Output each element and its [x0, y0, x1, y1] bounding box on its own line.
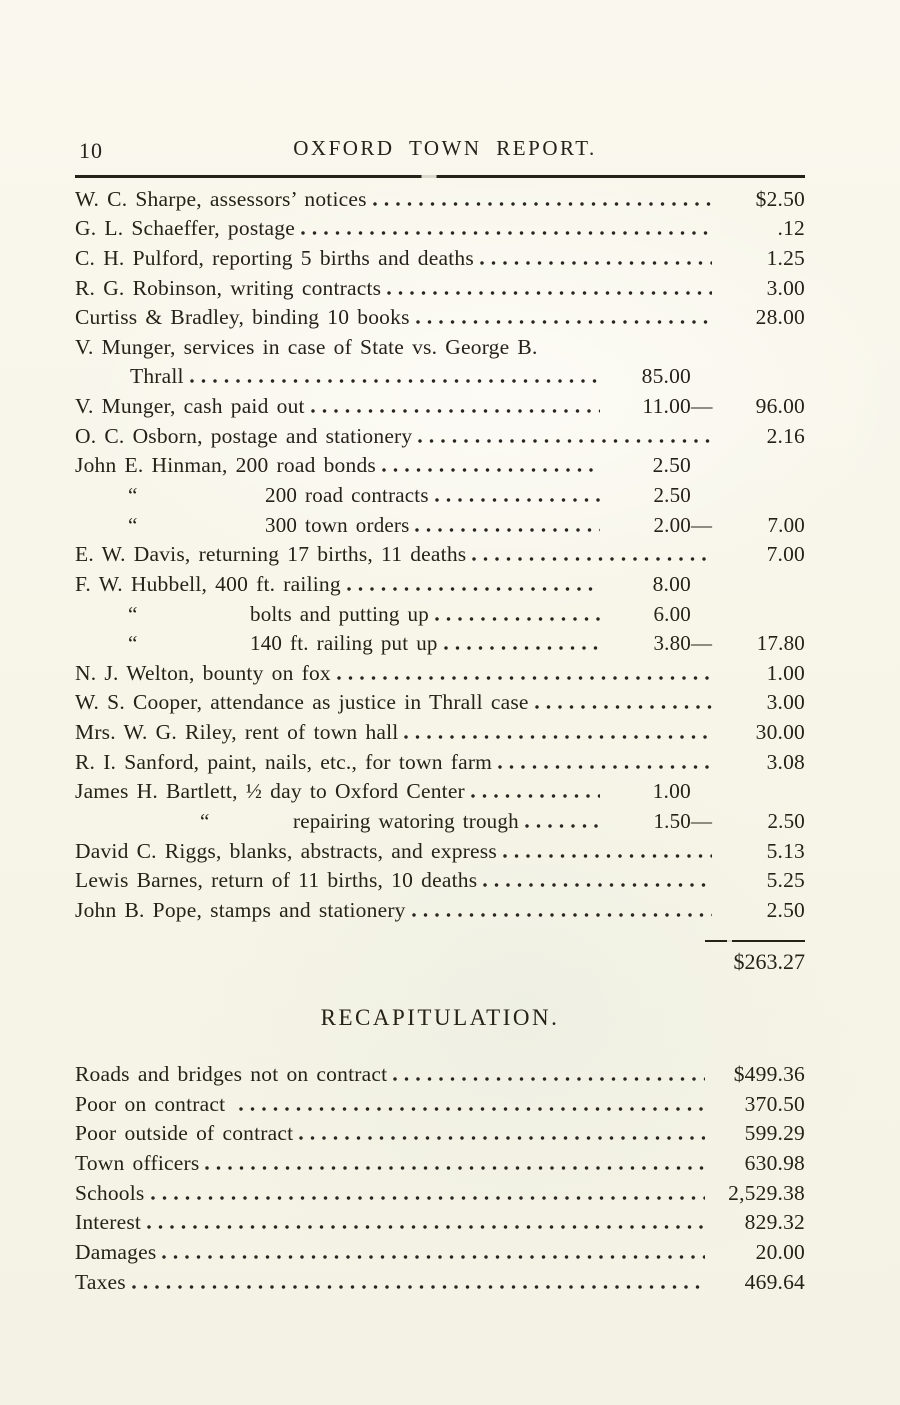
ditto-mark: “	[128, 631, 138, 656]
ledger-row	[75, 452, 805, 482]
ledger-total-amount: $263.27	[733, 949, 805, 975]
ledger-row	[75, 215, 805, 245]
row-label: 300 town orders	[265, 512, 410, 537]
dot-leader	[416, 320, 712, 324]
amount-outer: 30.00	[755, 720, 805, 745]
amount-inner: 2.50	[652, 453, 691, 478]
ditto-mark: “	[128, 483, 138, 507]
recap-row	[75, 1150, 805, 1180]
amount-outer: 28.00	[755, 305, 805, 330]
page-title: OXFORD TOWN REPORT.	[293, 136, 597, 160]
recap-amount: 370.50	[744, 1091, 805, 1116]
recap-amount: $499.36	[733, 1062, 805, 1087]
ledger-row	[75, 541, 805, 571]
amount-inner: 85.00	[641, 364, 691, 389]
amount-outer: 2.50	[766, 897, 805, 922]
dash-joiner: —	[691, 512, 712, 537]
header-rule	[75, 175, 805, 178]
dot-leader	[347, 587, 600, 591]
dot-leader	[404, 735, 712, 739]
dot-leader	[435, 498, 600, 502]
dot-leader	[471, 794, 600, 798]
row-label: R. I. Sanford, paint, nails, etc., for town farm	[75, 749, 493, 774]
ledger-row	[75, 867, 805, 897]
ledger-row	[75, 393, 805, 423]
row-label: Taxes	[75, 1269, 126, 1294]
row-label: E. W. Davis, returning 17 births, 11 deaths	[75, 542, 467, 567]
dot-leader	[393, 1077, 705, 1081]
dot-leader	[205, 1166, 705, 1170]
row-label: David C. Riggs, blanks, abstracts, and express	[75, 838, 497, 863]
dot-leader	[503, 854, 712, 858]
amount-outer: 96.00	[755, 394, 805, 419]
row-label: 200 road contracts	[265, 483, 429, 507]
recapitulation-heading: RECAPITULATION.	[320, 1005, 560, 1031]
dot-leader	[373, 202, 712, 206]
dot-leader	[190, 379, 600, 383]
dot-leader	[483, 883, 712, 887]
amount-outer: .12	[777, 216, 805, 241]
amount-inner: 11.00	[642, 394, 691, 419]
dot-leader	[418, 439, 712, 443]
row-label: W. S. Cooper, attendance as justice in Thrall case	[75, 690, 529, 715]
row-label: Schools	[75, 1180, 145, 1205]
dot-leader	[337, 676, 712, 680]
dot-leader	[147, 1225, 705, 1229]
ledger-total-rule	[705, 940, 805, 943]
amount-outer: 17.80	[756, 631, 805, 656]
row-label: V. Munger, services in case of State vs. George B.	[75, 334, 538, 359]
ledger-row	[75, 186, 805, 216]
recap-row	[75, 1239, 805, 1269]
row-label: Lewis Barnes, return of 11 births, 10 deaths	[75, 868, 478, 893]
page-number: 10	[79, 138, 103, 163]
amount-inner: 2.00	[653, 512, 691, 537]
dash-joiner: —	[691, 394, 713, 419]
recap-row	[75, 1091, 805, 1121]
ledger-row	[75, 630, 805, 660]
recap-amount: 829.32	[744, 1210, 805, 1235]
amount-inner: 1.00	[652, 779, 691, 804]
amount-inner: 1.50	[653, 809, 691, 834]
recap-row	[75, 1269, 805, 1299]
recap-amount: 2,529.38	[728, 1180, 805, 1205]
row-label: John E. Hinman, 200 road bonds	[75, 453, 376, 478]
row-label: Poor outside of contract	[75, 1121, 294, 1146]
row-label: Interest	[75, 1210, 142, 1235]
amount-outer: 5.25	[766, 868, 805, 893]
dot-leader	[444, 646, 600, 650]
row-label: James H. Bartlett, ½ day to Oxford Center	[75, 779, 465, 804]
amount-outer: 3.00	[766, 690, 805, 715]
row-label: Damages	[75, 1239, 157, 1264]
expense-ledger	[75, 186, 805, 927]
ledger-row	[75, 601, 805, 631]
ledger-row	[75, 571, 805, 601]
ditto-mark: “	[128, 601, 138, 626]
amount-outer: 2.16	[766, 423, 805, 448]
dash-joiner: —	[691, 809, 712, 834]
amount-outer: $2.50	[755, 186, 805, 211]
dot-leader	[498, 765, 712, 769]
recap-row	[75, 1209, 805, 1239]
row-label: R. G. Robinson, writing contracts	[75, 275, 382, 300]
row-label: C. H. Pulford, reporting 5 births and deaths	[75, 245, 474, 270]
ledger-row	[75, 749, 805, 779]
recap-row	[75, 1120, 805, 1150]
dot-leader	[480, 261, 712, 265]
ditto-mark: “	[200, 809, 210, 834]
ledger-row	[75, 482, 805, 512]
amount-outer: 3.08	[766, 749, 805, 774]
ledger-row	[75, 304, 805, 334]
dot-leader	[387, 291, 712, 295]
dot-leader	[415, 528, 600, 532]
ledger-row	[75, 275, 805, 305]
row-label: G. L. Schaeffer, postage	[75, 216, 295, 241]
dot-leader	[132, 1285, 705, 1289]
ledger-row	[75, 778, 805, 808]
recap-amount: 20.00	[755, 1239, 805, 1264]
page-header	[75, 136, 805, 166]
dot-leader	[301, 231, 712, 235]
ditto-mark: “	[128, 512, 138, 537]
amount-inner: 2.50	[653, 483, 691, 507]
ledger-row	[75, 423, 805, 453]
dot-leader	[525, 824, 600, 828]
row-label: Poor on contract	[75, 1091, 234, 1116]
row-label: Roads and bridges not on contract	[75, 1062, 388, 1087]
ledger-row	[75, 660, 805, 690]
ledger-row	[75, 334, 805, 364]
page-content	[75, 136, 805, 1298]
row-label: Mrs. W. G. Riley, rent of town hall	[75, 720, 399, 745]
amount-outer: 7.00	[767, 512, 805, 537]
dot-leader	[472, 557, 712, 561]
ledger-row	[75, 719, 805, 749]
row-label: Town officers	[75, 1151, 200, 1176]
amount-outer: 3.00	[766, 275, 805, 300]
dot-leader	[239, 1107, 705, 1111]
amount-outer: 1.00	[766, 660, 805, 685]
recap-row	[75, 1061, 805, 1091]
row-label: 140 ft. railing put up	[250, 631, 438, 656]
dot-leader	[535, 705, 712, 709]
dot-leader	[151, 1196, 706, 1200]
row-label: Thrall	[130, 364, 184, 389]
dash-joiner: —	[691, 631, 712, 656]
dot-leader	[382, 468, 600, 472]
recap-amount: 599.29	[744, 1121, 805, 1146]
recapitulation-list	[75, 1061, 805, 1298]
amount-inner: 8.00	[652, 571, 691, 596]
dot-leader	[311, 409, 600, 413]
row-label: W. C. Sharpe, assessors’ notices	[75, 186, 367, 211]
amount-inner: 3.80	[653, 631, 691, 656]
ledger-row	[75, 689, 805, 719]
dot-leader	[435, 617, 600, 621]
ledger-total-row	[75, 949, 805, 979]
row-label: John B. Pope, stamps and stationery	[75, 897, 406, 922]
amount-outer: 7.00	[766, 542, 805, 567]
row-label: O. C. Osborn, postage and stationery	[75, 423, 413, 448]
dot-leader	[412, 913, 712, 917]
row-label: V. Munger, cash paid out	[75, 394, 305, 419]
dot-leader	[162, 1255, 705, 1259]
amount-inner: 6.00	[653, 601, 691, 626]
row-label: N. J. Welton, bounty on fox	[75, 660, 331, 685]
ledger-row	[75, 838, 805, 868]
amount-outer: 1.25	[766, 245, 805, 270]
ledger-row	[75, 512, 805, 542]
recap-amount: 630.98	[744, 1151, 805, 1176]
row-label: Curtiss & Bradley, binding 10 books	[75, 305, 410, 330]
recap-amount: 469.64	[744, 1269, 805, 1294]
amount-outer: 2.50	[767, 809, 805, 834]
ledger-row	[75, 897, 805, 927]
recap-row	[75, 1180, 805, 1210]
amount-outer: 5.13	[766, 838, 805, 863]
row-label: repairing watoring trough	[293, 809, 519, 834]
dot-leader	[299, 1136, 705, 1140]
row-label: bolts and putting up	[250, 601, 429, 626]
ledger-row	[75, 245, 805, 275]
ledger-row	[75, 808, 805, 838]
row-label: F. W. Hubbell, 400 ft. railing	[75, 571, 341, 596]
ledger-row	[75, 363, 805, 393]
